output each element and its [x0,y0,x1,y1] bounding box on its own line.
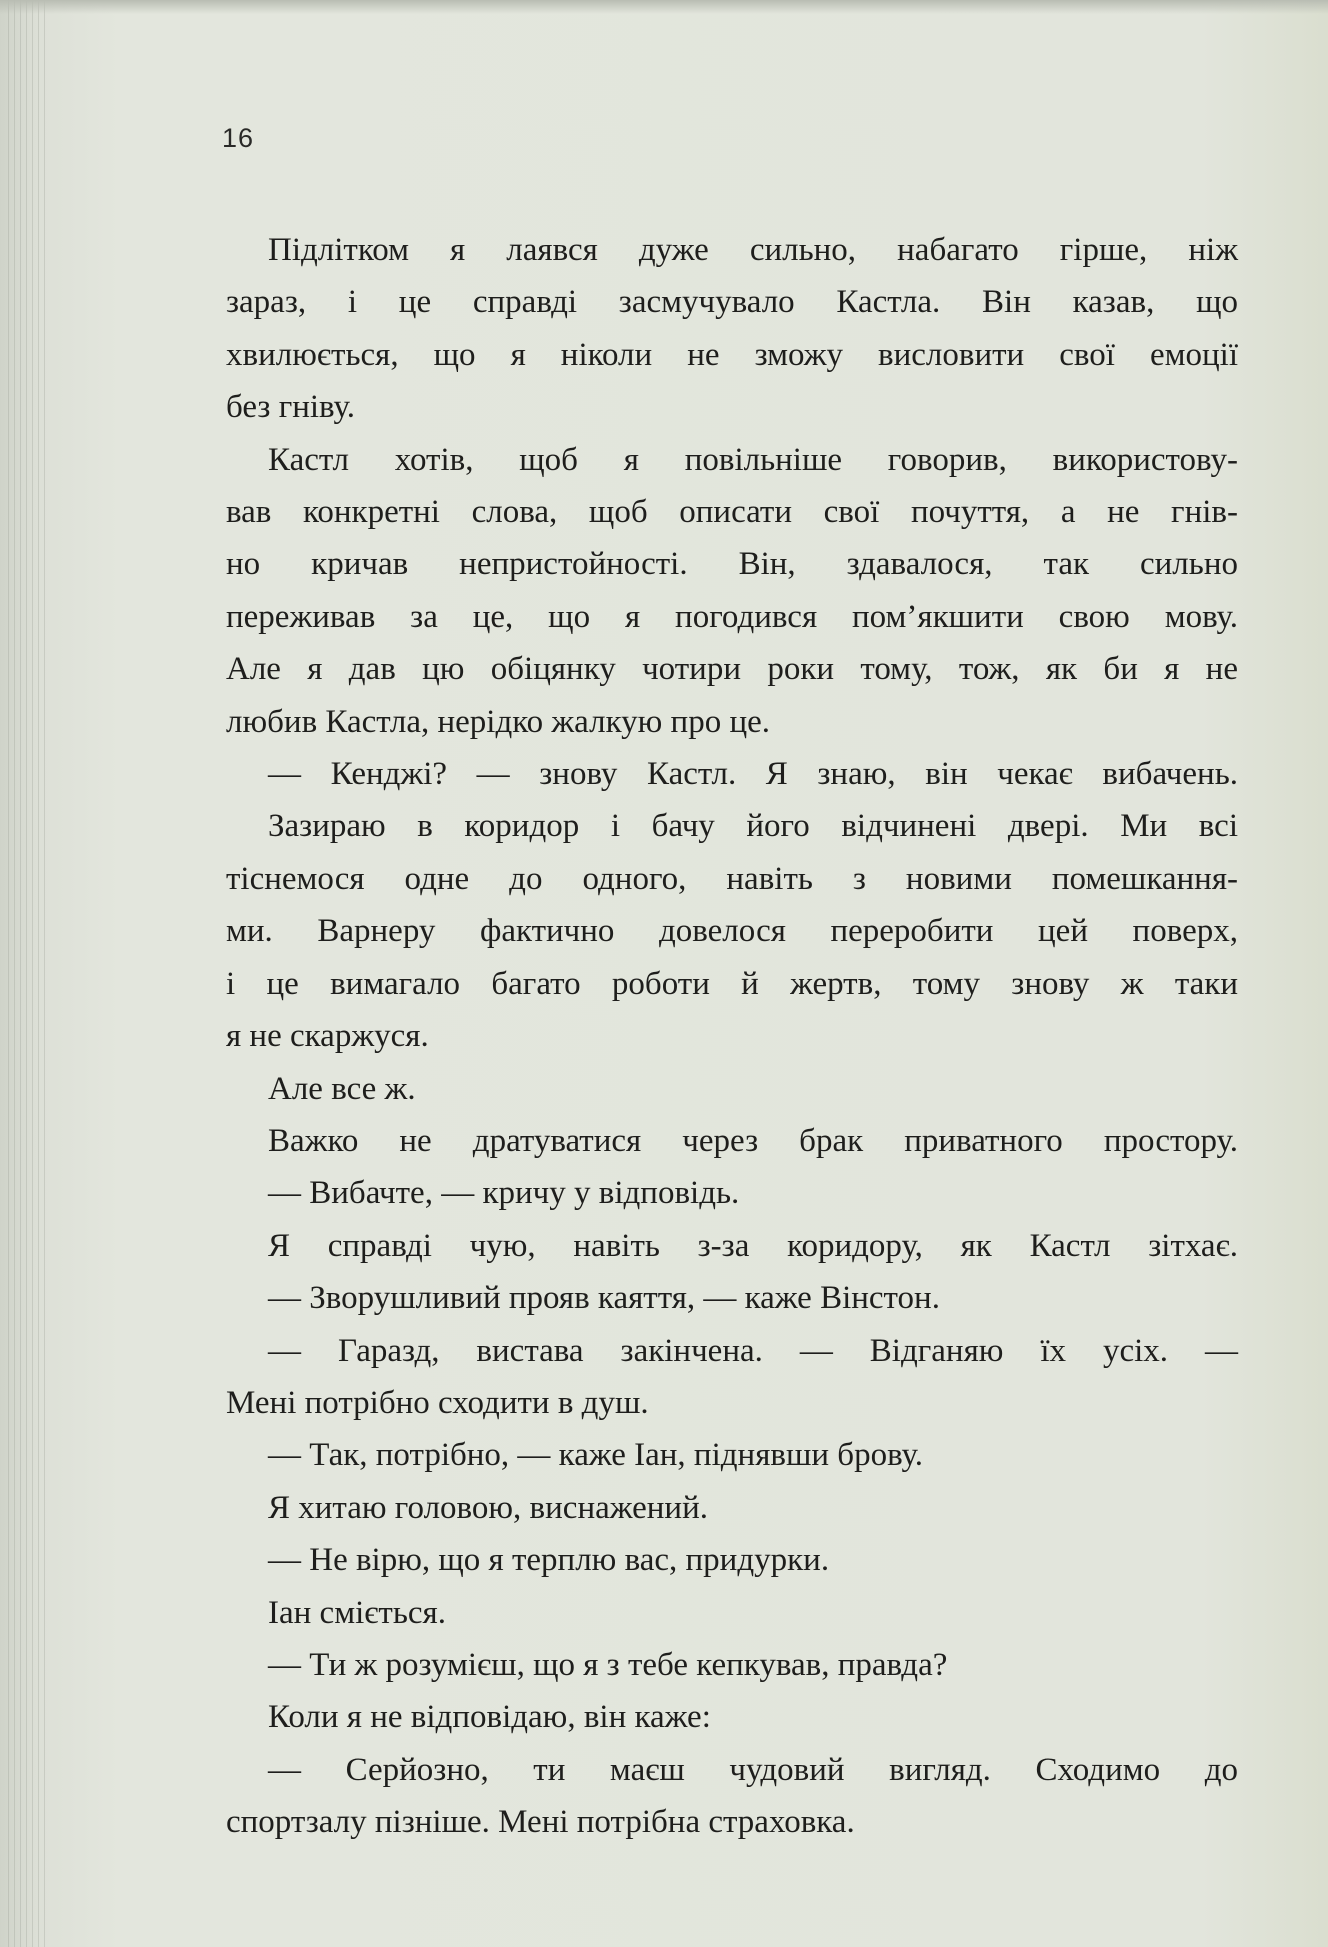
text-line: тіснемося одне до одного, навіть з новими помешкання- [226,860,1238,897]
text-line: Іан сміється. [268,1594,446,1631]
page-edge-stack [8,0,48,1947]
text-line: хвилюється, що я ніколи не зможу висловити свої емоції [226,336,1238,373]
text-line: Я хитаю головою, виснажений. [268,1489,708,1526]
text-line: Важко не дратуватися через брак приватного простору. [268,1122,1238,1159]
text-line: Підлітком я лаявся дуже сильно, набагато гірше, ніж [268,232,1238,268]
text-line: переживав за це, що я погодився пом’якшити свою мову. [226,598,1238,635]
text-line: Кастл хотів, щоб я повільніше говорив, використову- [268,441,1238,478]
text-line: — Зворушливий прояв каяття, — каже Вінстон. [268,1280,940,1317]
text-line: Я справді чую, навіть з-за коридору, як Кастл зітхає. [268,1227,1238,1264]
page-top-shadow [0,0,1328,14]
text-line: Коли я не відповідаю, він каже: [268,1699,711,1736]
text-line: — Не вірю, що я терплю вас, придурки. [268,1542,830,1579]
text-line: — Ти ж розумієш, що я з тебе кепкував, правда? [268,1646,948,1683]
text-line: — Так, потрібно, — каже Іан, піднявши брову. [268,1437,923,1474]
text-line: — Вибачте, — кричу у відповідь. [268,1175,740,1212]
text-line: ми. Варнеру фактично довелося переробити цей поверх, [226,913,1238,950]
body-text [226,224,1238,1849]
text-line: — Гаразд, вистава закінчена. — Відганяю їх усіх. — [268,1332,1238,1369]
text-line: но кричав непристойності. Він, здавалося, так сильно [226,546,1238,583]
text-line: зараз, і це справді засмучувало Кастла. Він казав, що [226,284,1238,321]
text-line: любив Кастла, нерідко жалкую про це. [226,703,771,740]
text-line: і це вимагало багато роботи й жертв, тому знову ж таки [226,965,1238,1002]
text-line: без гніву. [226,389,355,426]
text-line: Але я дав цю обіцянку чотири роки тому, тож, як би я не [226,651,1238,688]
text-line: я не скаржуся. [226,1018,429,1055]
text-line: — Серйозно, ти маєш чудовий вигляд. Сходимо до [268,1751,1238,1788]
text-line: Але все ж. [268,1070,416,1107]
text-line: спортзалу пізніше. Мені потрібна страховка. [226,1804,855,1841]
text-line: — Кенджі? — знову Кастл. Я знаю, він чекає вибачень. [268,756,1238,793]
text-line: Зазираю в коридор і бачу його відчинені двері. Ми всі [268,808,1238,845]
text-line: Мені потрібно сходити в душ. [226,1384,649,1421]
text-line: вав конкретні слова, щоб описати свої почуття, а не гнів- [226,494,1238,531]
page-number: 16 [222,123,255,153]
